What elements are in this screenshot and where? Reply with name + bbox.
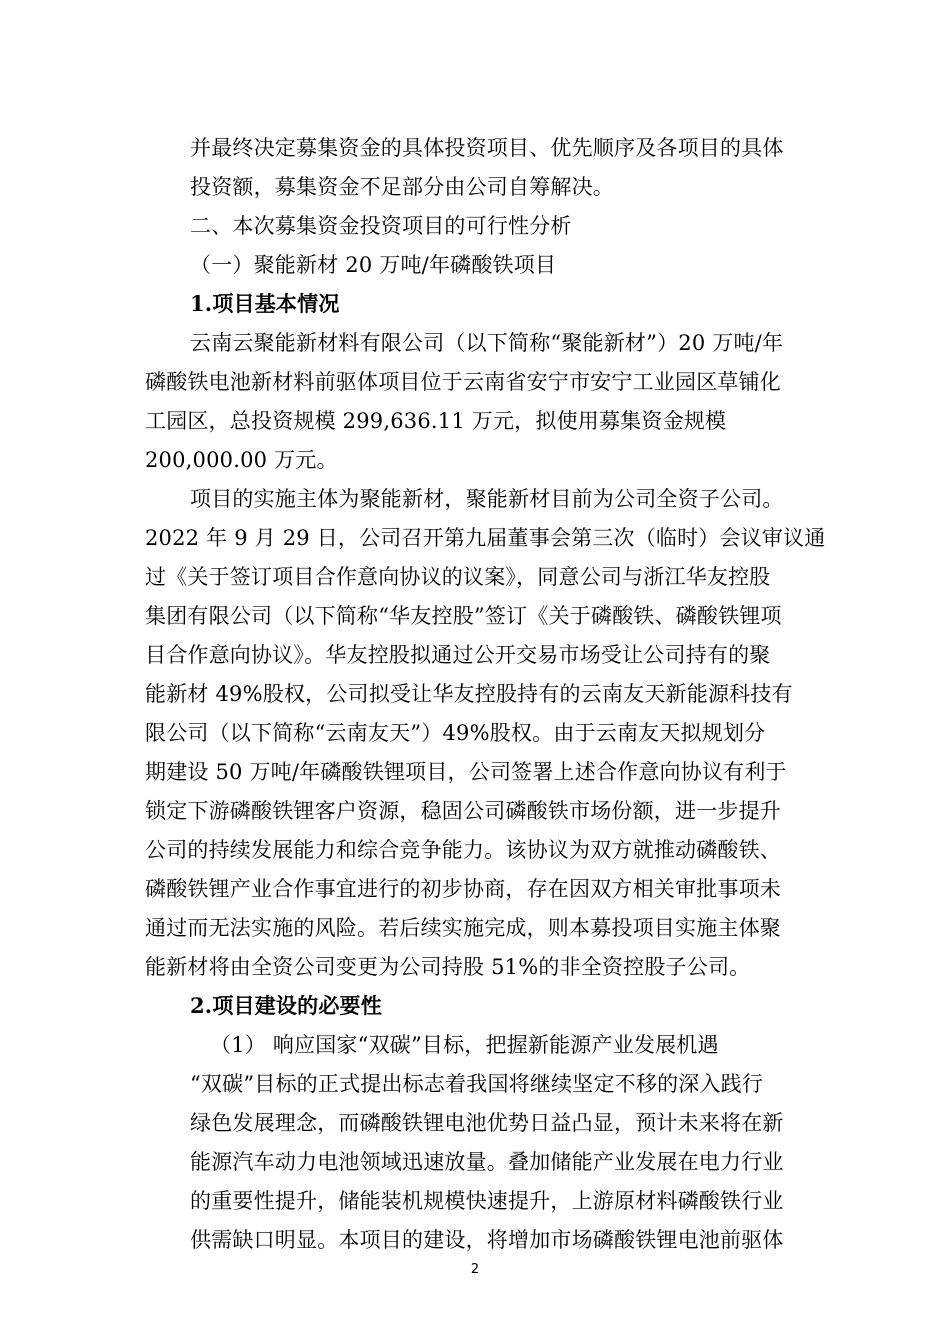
paragraph-line: 能新材 49%股权，公司拟受让华友控股持有的云南友天新能源科技有 [145,682,793,706]
paragraph-line: 公司的持续发展能力和综合竞争能力。该协议为双方就推动磷酸铁、 [145,838,781,862]
paragraph-line: 能新材将由全资公司变更为公司持股 51%的非全资控股子公司。 [145,955,751,979]
paragraph-line: 能源汽车动力电池领域迅速放量。叠加储能产业发展在电力行业 [190,1150,784,1174]
paragraph-line: 限公司（以下简称“云南友天”）49%股权。由于云南友天拟规划分 [145,721,766,745]
paragraph-line: 过《关于签订项目合作意向协议的议案》，同意公司与浙江华友控股 [145,565,771,589]
item-heading: 1.项目基本情况 [190,291,340,316]
paragraph-line: 磷酸铁锂产业合作事宜进行的初步协商，存在因双方相关审批事项未 [145,877,781,901]
sub-item-heading: （1） 响应国家“双碳”目标，把握新能源产业发展机遇 [210,1033,719,1057]
paragraph-line: 期建设 50 万吨/年磷酸铁锂项目，公司签署上述合作意向协议有利于 [145,760,787,784]
paragraph-line: 项目的实施主体为聚能新材，聚能新材目前为公司全资子公司。 [190,487,784,511]
paragraph-line: “双碳”目标的正式提出标志着我国将继续坚定不移的深入践行 [190,1072,764,1096]
paragraph-line: 磷酸铁电池新材料前驱体项目位于云南省安宁市安宁工业园区草铺化 [145,370,781,394]
paragraph-line: 通过而无法实施的风险。若后续实施完成，则本募投项目实施主体聚 [145,916,781,940]
paragraph-line: 供需缺口明显。本项目的建设，将增加市场磷酸铁锂电池前驱体 [190,1228,784,1252]
paragraph-line: 目合作意向协议》。华友控股拟通过公开交易市场受让公司持有的聚 [145,643,771,667]
section-heading: 二、本次募集资金投资项目的可行性分析 [190,214,572,238]
paragraph-line: 的重要性提升，储能装机规模快速提升，上游原材料磷酸铁行业 [190,1189,784,1213]
subsection-heading: （一）聚能新材 20 万吨/年磷酸铁项目 [190,253,557,277]
page-number: 2 [470,1262,480,1277]
paragraph-line: 并最终决定募集资金的具体投资项目、优先顺序及各项目的具体 [190,136,784,160]
paragraph-line: 200,000.00 万元。 [145,448,338,472]
paragraph-line: 工园区，总投资规模 299,636.11 万元，拟使用募集资金规模 [145,409,727,433]
paragraph-line: 云南云聚能新材料有限公司（以下简称“聚能新材”）20 万吨/年 [190,331,784,355]
paragraph-line: 绿色发展理念，而磷酸铁锂电池优势日益凸显，预计未来将在新 [190,1111,784,1135]
paragraph-line: 投资额，募集资金不足部分由公司自筹解决。 [190,175,614,199]
item-heading: 2.项目建设的必要性 [190,993,382,1018]
paragraph-line: 锁定下游磷酸铁锂客户资源，稳固公司磷酸铁市场份额，进一步提升 [145,799,781,823]
paragraph-line: 2022 年 9 月 29 日，公司召开第九届董事会第三次（临时）会议审议通 [145,526,826,550]
paragraph-line: 集团有限公司（以下简称“华友控股”签订《关于磷酸铁、磷酸铁锂项 [145,604,782,628]
